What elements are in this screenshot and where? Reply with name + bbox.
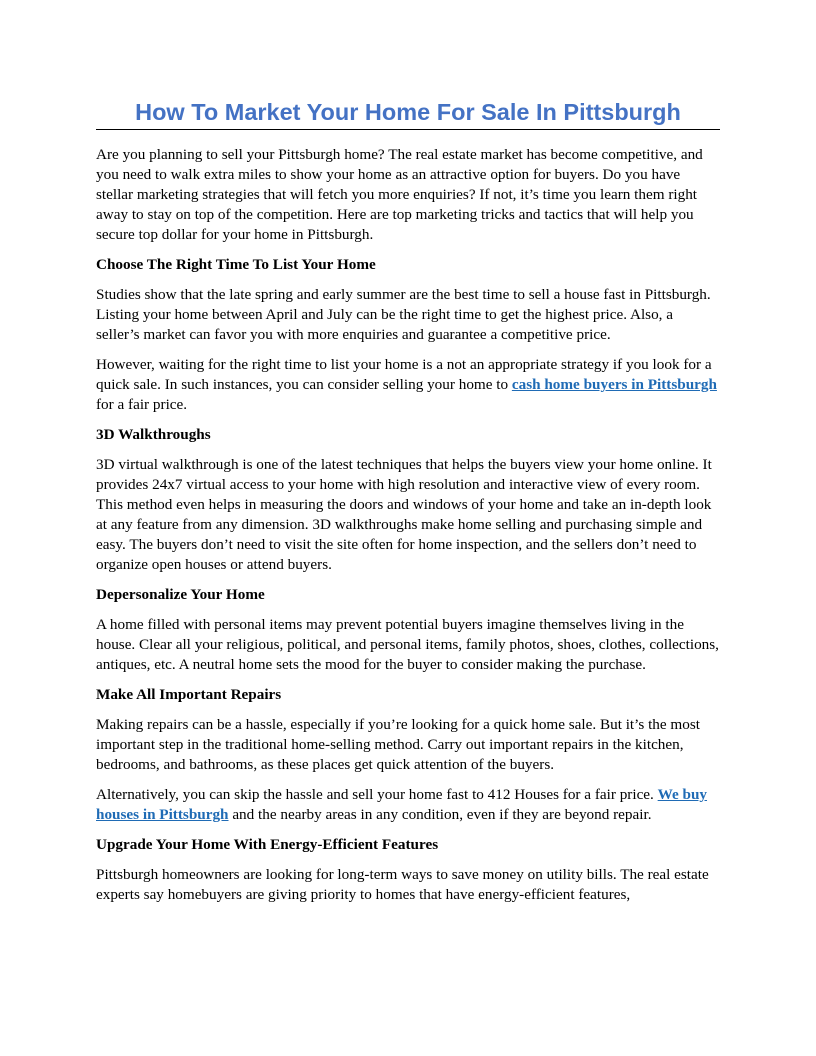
paragraph-depersonalize: A home filled with personal items may prevent potential buyers imagine themselves living in the house. Clear all your religious, political, and personal items, family photos, shoes, clothes, collections, antiques, etc. A neutral home sets the mood for the buyer to consider making the purchase.	[96, 616, 719, 673]
intro-paragraph: Are you planning to sell your Pittsburgh home? The real estate market has become competitive, and you need to walk extra miles to show your home as an attractive option for buyers. Do you have stellar marketing strategies that will fetch you more enquiries? If not, it’s time you learn them right away to stay on top of the competition. Here are top marketing tricks and tactics that will help you secure top dollar for your home in Pittsburgh.	[96, 146, 703, 243]
paragraph-right-time-2	[96, 355, 720, 415]
paragraph-3d-walkthroughs: 3D virtual walkthrough is one of the latest techniques that helps the buyers view your home online. It provides 24x7 virtual access to your home with high resolution and interactive view of every room. This method even helps in measuring the doors and windows of your home and take an in-depth look at any feature from any dimension. 3D walkthroughs make home selling and purchasing simple and easy. The buyers don’t need to visit the site often for home inspection, and the sellers don’t need to organize open houses or attend buyers.	[96, 456, 712, 573]
paragraph-right-time-2-text-after: for a fair price.	[96, 396, 188, 413]
cash-home-buyers-link[interactable]: cash home buyers in Pittsburgh	[511, 376, 717, 393]
document-body	[96, 145, 720, 905]
heading-energy-efficient: Upgrade Your Home With Energy-Efficient Features	[96, 836, 439, 853]
page-title: How To Market Your Home For Sale In Pittsburgh	[96, 96, 720, 130]
paragraph-repairs-2-text-after: and the nearby areas in any condition, even if they are beyond repair.	[228, 806, 652, 823]
document-page	[96, 96, 720, 915]
heading-3d-walkthroughs: 3D Walkthroughs	[96, 426, 211, 443]
paragraph-repairs-2	[96, 785, 720, 825]
paragraph-right-time-1: Studies show that the late spring and early summer are the best time to sell a house fast in Pittsburgh. Listing your home between April and July can be the right time to get the highest price. Also, a seller’s market can favor you with more enquiries and guarantee a competitive price.	[96, 286, 711, 343]
heading-right-time: Choose The Right Time To List Your Home	[96, 256, 376, 273]
heading-depersonalize: Depersonalize Your Home	[96, 586, 265, 603]
paragraph-energy-efficient: Pittsburgh homeowners are looking for long-term ways to save money on utility bills. The real estate experts say homebuyers are giving priority to homes that have energy-efficient features,	[96, 866, 709, 903]
we-buy-houses-link[interactable]: We buy houses in Pittsburgh	[96, 786, 708, 823]
paragraph-repairs-1: Making repairs can be a hassle, especially if you’re looking for a quick home sale. But it’s the most important step in the traditional home-selling method. Carry out important repairs in the kitchen, bedrooms, and bathrooms, as these places get quick attention of the buyers.	[96, 716, 700, 773]
paragraph-right-time-2-text-before: However, waiting for the right time to list your home is a not an appropriate strategy if you look for a quick sale. In such instances, you can consider selling your home to	[96, 356, 712, 393]
heading-repairs: Make All Important Repairs	[96, 686, 282, 703]
paragraph-repairs-2-text-before: Alternatively, you can skip the hassle and sell your home fast to 412 Houses for a fair price.	[96, 786, 658, 803]
